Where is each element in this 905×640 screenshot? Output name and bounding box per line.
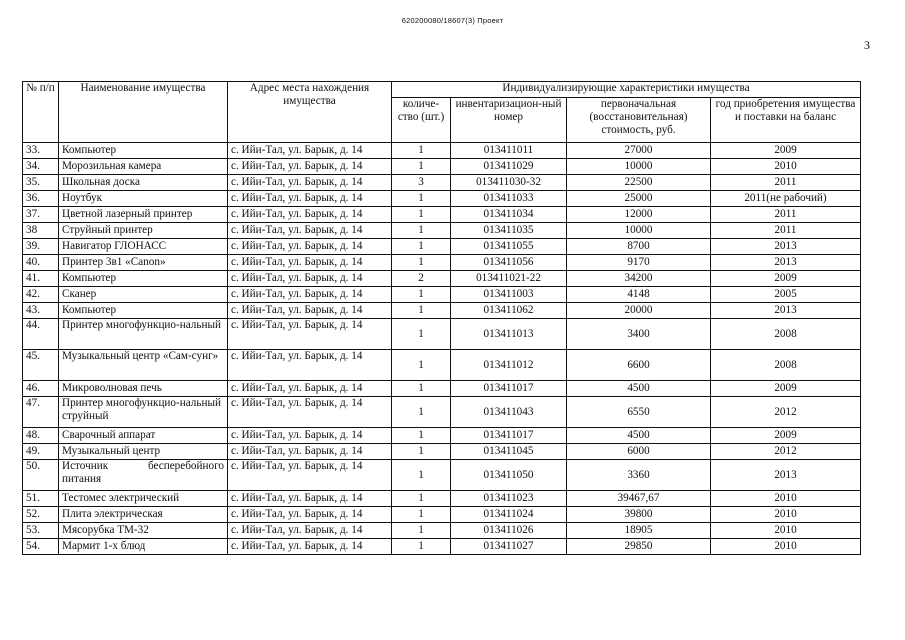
page-number: 3 <box>864 38 870 52</box>
item-name: Сварочный аппарат <box>59 428 228 444</box>
item-name: Микроволновая печь <box>59 381 228 397</box>
item-inventory-number: 013411026 <box>451 523 567 539</box>
row-number: 35. <box>23 175 59 191</box>
item-name: Школьная доска <box>59 175 228 191</box>
item-cost: 3360 <box>567 460 711 491</box>
row-number: 53. <box>23 523 59 539</box>
item-cost: 20000 <box>567 303 711 319</box>
item-inventory-number: 013411023 <box>451 491 567 507</box>
row-number: 51. <box>23 491 59 507</box>
item-cost: 12000 <box>567 207 711 223</box>
item-year: 2005 <box>711 287 861 303</box>
item-quantity: 1 <box>392 143 451 159</box>
item-name: Ноутбук <box>59 191 228 207</box>
item-cost: 8700 <box>567 239 711 255</box>
item-quantity: 1 <box>392 191 451 207</box>
item-name: Источник бесперебойного питания <box>59 460 228 491</box>
table-row <box>23 491 861 507</box>
item-year: 2012 <box>711 444 861 460</box>
row-number: 34. <box>23 159 59 175</box>
table-row <box>23 397 861 428</box>
item-inventory-number: 013411017 <box>451 381 567 397</box>
table-row <box>23 539 861 555</box>
item-quantity: 1 <box>392 491 451 507</box>
item-inventory-number: 013411030-32 <box>451 175 567 191</box>
item-quantity: 1 <box>392 303 451 319</box>
table-row <box>23 287 861 303</box>
item-inventory-number: 013411045 <box>451 444 567 460</box>
row-number: 49. <box>23 444 59 460</box>
item-address: с. Ийи-Тал, ул. Барык, д. 14 <box>228 143 392 159</box>
item-address: с. Ийи-Тал, ул. Барык, д. 14 <box>228 303 392 319</box>
item-quantity: 1 <box>392 255 451 271</box>
row-number: 52. <box>23 507 59 523</box>
item-inventory-number: 013411034 <box>451 207 567 223</box>
item-year: 2013 <box>711 303 861 319</box>
item-quantity: 1 <box>392 523 451 539</box>
table-row <box>23 143 861 159</box>
item-cost: 39800 <box>567 507 711 523</box>
item-address: с. Ийи-Тал, ул. Барык, д. 14 <box>228 223 392 239</box>
item-year: 2008 <box>711 350 861 381</box>
table-row <box>23 191 861 207</box>
item-quantity: 1 <box>392 507 451 523</box>
item-year: 2008 <box>711 319 861 350</box>
item-name: Принтер многофункцио-нальный струйный <box>59 397 228 428</box>
item-name: Цветной лазерный принтер <box>59 207 228 223</box>
item-cost: 4148 <box>567 287 711 303</box>
item-cost: 9170 <box>567 255 711 271</box>
item-quantity: 1 <box>392 207 451 223</box>
item-name: Музыкальный центр <box>59 444 228 460</box>
table-body <box>23 143 861 555</box>
item-year: 2010 <box>711 159 861 175</box>
item-address: с. Ийи-Тал, ул. Барык, д. 14 <box>228 523 392 539</box>
table-row <box>23 175 861 191</box>
table-header-row <box>23 82 861 98</box>
item-inventory-number: 013411035 <box>451 223 567 239</box>
row-number: 39. <box>23 239 59 255</box>
row-number: 47. <box>23 397 59 428</box>
document-id: 620200080/18607(3) Проект <box>401 16 504 25</box>
col-header-address: Адрес места нахождения имущества <box>228 82 392 143</box>
item-cost: 18905 <box>567 523 711 539</box>
row-number: 33. <box>23 143 59 159</box>
table-row <box>23 460 861 491</box>
item-year: 2013 <box>711 255 861 271</box>
table-row <box>23 223 861 239</box>
item-address: с. Ийи-Тал, ул. Барык, д. 14 <box>228 539 392 555</box>
item-year: 2010 <box>711 507 861 523</box>
item-inventory-number: 013411013 <box>451 319 567 350</box>
item-inventory-number: 013411062 <box>451 303 567 319</box>
item-name: Принтер 3в1 «Canon» <box>59 255 228 271</box>
row-number: 44. <box>23 319 59 350</box>
item-name: Навигатор ГЛОНАСС <box>59 239 228 255</box>
item-year: 2013 <box>711 239 861 255</box>
item-inventory-number: 013411033 <box>451 191 567 207</box>
item-year: 2009 <box>711 428 861 444</box>
item-address: с. Ийи-Тал, ул. Барык, д. 14 <box>228 444 392 460</box>
item-cost: 10000 <box>567 223 711 239</box>
item-inventory-number: 013411050 <box>451 460 567 491</box>
row-number: 38 <box>23 223 59 239</box>
item-name: Компьютер <box>59 271 228 287</box>
item-name: Сканер <box>59 287 228 303</box>
table-row <box>23 428 861 444</box>
table-row <box>23 444 861 460</box>
row-number: 54. <box>23 539 59 555</box>
row-number: 48. <box>23 428 59 444</box>
row-number: 46. <box>23 381 59 397</box>
col-header-cost: первоначальная (восстановительная) стоимость, руб. <box>567 98 711 143</box>
item-quantity: 1 <box>392 381 451 397</box>
item-quantity: 1 <box>392 159 451 175</box>
item-inventory-number: 013411055 <box>451 239 567 255</box>
item-inventory-number: 013411021-22 <box>451 271 567 287</box>
item-name: Тестомес электрический <box>59 491 228 507</box>
item-cost: 6600 <box>567 350 711 381</box>
item-address: с. Ийи-Тал, ул. Барык, д. 14 <box>228 159 392 175</box>
table-row <box>23 350 861 381</box>
item-address: с. Ийи-Тал, ул. Барык, д. 14 <box>228 239 392 255</box>
table-row <box>23 319 861 350</box>
property-table <box>22 81 861 555</box>
item-address: с. Ийи-Тал, ул. Барык, д. 14 <box>228 350 392 381</box>
row-number: 37. <box>23 207 59 223</box>
item-quantity: 1 <box>392 350 451 381</box>
table-row <box>23 303 861 319</box>
item-year: 2011 <box>711 223 861 239</box>
item-name: Музыкальный центр «Сам-сунг» <box>59 350 228 381</box>
row-number: 43. <box>23 303 59 319</box>
item-inventory-number: 013411043 <box>451 397 567 428</box>
item-quantity: 3 <box>392 175 451 191</box>
item-address: с. Ийи-Тал, ул. Барык, д. 14 <box>228 207 392 223</box>
item-year: 2010 <box>711 523 861 539</box>
item-name: Морозильная камера <box>59 159 228 175</box>
table-row <box>23 381 861 397</box>
item-name: Плита электрическая <box>59 507 228 523</box>
row-number: 40. <box>23 255 59 271</box>
item-inventory-number: 013411029 <box>451 159 567 175</box>
item-inventory-number: 013411056 <box>451 255 567 271</box>
item-cost: 4500 <box>567 428 711 444</box>
table-row <box>23 523 861 539</box>
row-number: 41. <box>23 271 59 287</box>
row-number: 36. <box>23 191 59 207</box>
item-address: с. Ийи-Тал, ул. Барык, д. 14 <box>228 255 392 271</box>
item-year: 2011 <box>711 207 861 223</box>
item-year: 2010 <box>711 491 861 507</box>
item-year: 2009 <box>711 381 861 397</box>
item-year: 2009 <box>711 271 861 287</box>
item-address: с. Ийи-Тал, ул. Барык, д. 14 <box>228 397 392 428</box>
col-header-name: Наименование имущества <box>59 82 228 143</box>
col-header-year: год приобретения имущества и поставки на баланс <box>711 98 861 143</box>
item-inventory-number: 013411011 <box>451 143 567 159</box>
item-quantity: 1 <box>392 223 451 239</box>
item-quantity: 1 <box>392 319 451 350</box>
item-name: Компьютер <box>59 303 228 319</box>
row-number: 45. <box>23 350 59 381</box>
item-address: с. Ийи-Тал, ул. Барык, д. 14 <box>228 271 392 287</box>
item-cost: 10000 <box>567 159 711 175</box>
item-quantity: 1 <box>392 460 451 491</box>
item-address: с. Ийи-Тал, ул. Барык, д. 14 <box>228 191 392 207</box>
item-cost: 6000 <box>567 444 711 460</box>
item-inventory-number: 013411003 <box>451 287 567 303</box>
item-inventory-number: 013411012 <box>451 350 567 381</box>
item-year: 2012 <box>711 397 861 428</box>
table-row <box>23 239 861 255</box>
item-quantity: 1 <box>392 397 451 428</box>
item-name: Мясорубка ТМ-32 <box>59 523 228 539</box>
item-cost: 3400 <box>567 319 711 350</box>
col-header-num: № п/п <box>23 82 59 143</box>
item-year: 2011 <box>711 175 861 191</box>
item-year: 2009 <box>711 143 861 159</box>
item-cost: 34200 <box>567 271 711 287</box>
item-quantity: 1 <box>392 287 451 303</box>
item-address: с. Ийи-Тал, ул. Барык, д. 14 <box>228 428 392 444</box>
col-header-characteristics: Индивидуализирующие характеристики имущества <box>392 82 861 98</box>
table-row <box>23 255 861 271</box>
item-year: 2010 <box>711 539 861 555</box>
item-address: с. Ийи-Тал, ул. Барык, д. 14 <box>228 381 392 397</box>
item-address: с. Ийи-Тал, ул. Барык, д. 14 <box>228 175 392 191</box>
item-name: Струйный принтер <box>59 223 228 239</box>
item-cost: 39467,67 <box>567 491 711 507</box>
item-address: с. Ийи-Тал, ул. Барык, д. 14 <box>228 507 392 523</box>
table-row <box>23 507 861 523</box>
item-name: Компьютер <box>59 143 228 159</box>
table-row <box>23 271 861 287</box>
col-header-qty: количе-ство (шт.) <box>392 98 451 143</box>
item-inventory-number: 013411017 <box>451 428 567 444</box>
item-quantity: 1 <box>392 239 451 255</box>
item-cost: 29850 <box>567 539 711 555</box>
item-address: с. Ийи-Тал, ул. Барык, д. 14 <box>228 460 392 491</box>
item-address: с. Ийи-Тал, ул. Барык, д. 14 <box>228 287 392 303</box>
item-cost: 27000 <box>567 143 711 159</box>
item-year: 2011(не рабочий) <box>711 191 861 207</box>
item-quantity: 1 <box>392 539 451 555</box>
item-name: Мармит 1-х блюд <box>59 539 228 555</box>
row-number: 50. <box>23 460 59 491</box>
item-address: с. Ийи-Тал, ул. Барык, д. 14 <box>228 319 392 350</box>
item-inventory-number: 013411024 <box>451 507 567 523</box>
table-row <box>23 207 861 223</box>
table-row <box>23 159 861 175</box>
col-header-inventory: инвентаризацион-ный номер <box>451 98 567 143</box>
row-number: 42. <box>23 287 59 303</box>
item-quantity: 1 <box>392 428 451 444</box>
item-cost: 22500 <box>567 175 711 191</box>
item-cost: 6550 <box>567 397 711 428</box>
item-quantity: 1 <box>392 444 451 460</box>
item-address: с. Ийи-Тал, ул. Барык, д. 14 <box>228 491 392 507</box>
item-inventory-number: 013411027 <box>451 539 567 555</box>
item-name: Принтер многофункцио-нальный <box>59 319 228 350</box>
item-cost: 25000 <box>567 191 711 207</box>
item-cost: 4500 <box>567 381 711 397</box>
item-quantity: 2 <box>392 271 451 287</box>
item-year: 2013 <box>711 460 861 491</box>
